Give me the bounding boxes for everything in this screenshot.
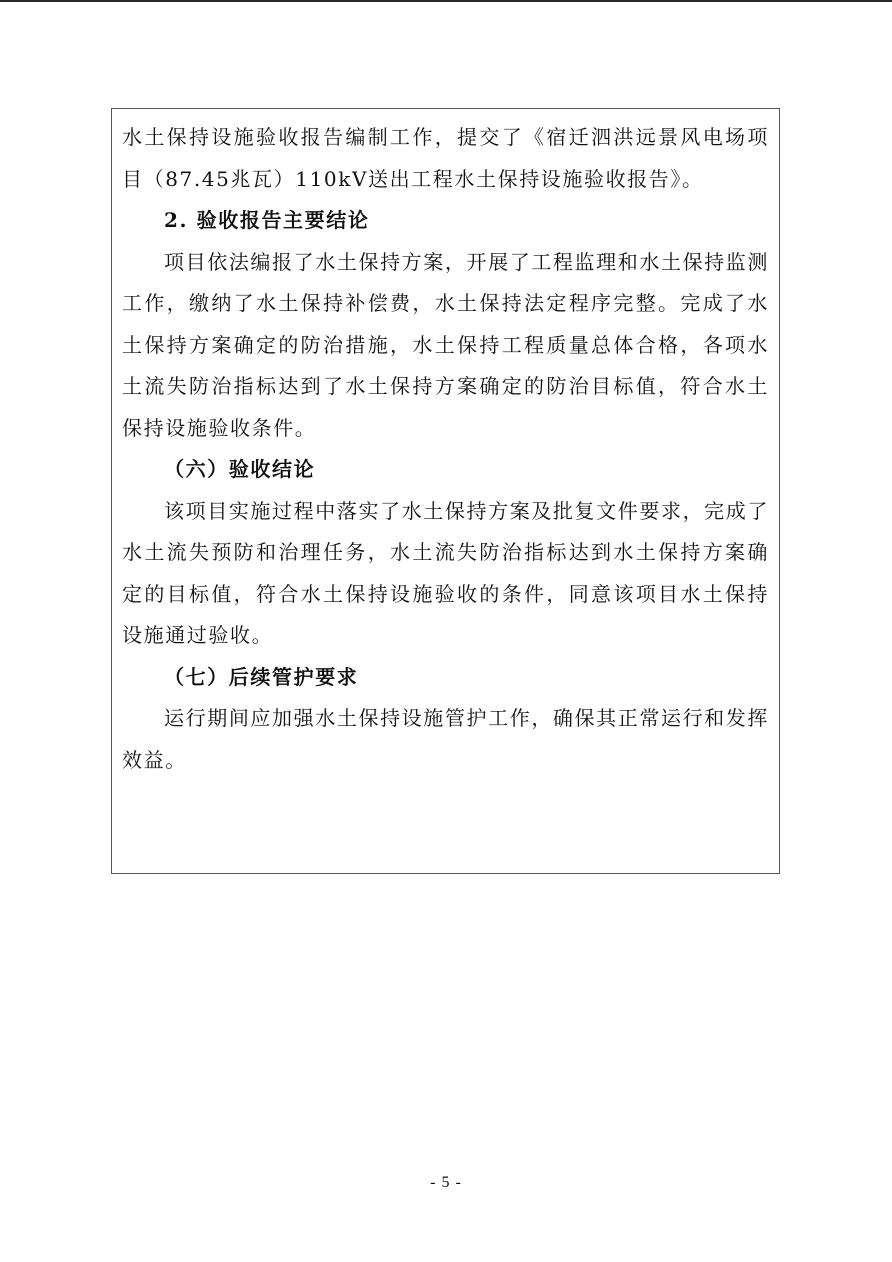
section-heading-acceptance-conclusion: （六）验收结论 bbox=[164, 457, 316, 481]
top-border-line bbox=[0, 0, 892, 2]
continuation-paragraph: 水土保持设施验收报告编制工作，提交了《宿迁泗洪远景风电场项目（87.45兆瓦）110kV送出工程水土保持设施验收报告》。 bbox=[122, 125, 769, 191]
report-conclusions-paragraph: 项目依法编报了水土保持方案，开展了工程监理和水土保持监测工作，缴纳了水土保持补偿费，水土保持法定程序完整。完成了水土保持方案确定的防治措施，水土保持工程质量总体合格，各项水土流失防治指标达到了水土保持方案确定的防治目标值，符合水土保持设施验收条件。 bbox=[122, 249, 769, 440]
page-number: - 5 - bbox=[430, 1174, 462, 1191]
maintenance-requirements-paragraph: 运行期间应加强水土保持设施管护工作，确保其正常运行和发挥效益。 bbox=[122, 706, 769, 772]
section-heading-maintenance-requirements: （七）后续管护要求 bbox=[164, 664, 359, 689]
document-content-box bbox=[111, 108, 780, 874]
subsection-heading-report-conclusions: 2. 验收报告主要结论 bbox=[164, 208, 370, 232]
acceptance-conclusion-paragraph: 该项目实施过程中落实了水土保持方案及批复文件要求，完成了水土流失预防和治理任务，水土流失防治指标达到水土保持方案确定的目标值，符合水土保持设施验收的条件，同意该项目水土保持设施通过验收。 bbox=[122, 498, 769, 647]
